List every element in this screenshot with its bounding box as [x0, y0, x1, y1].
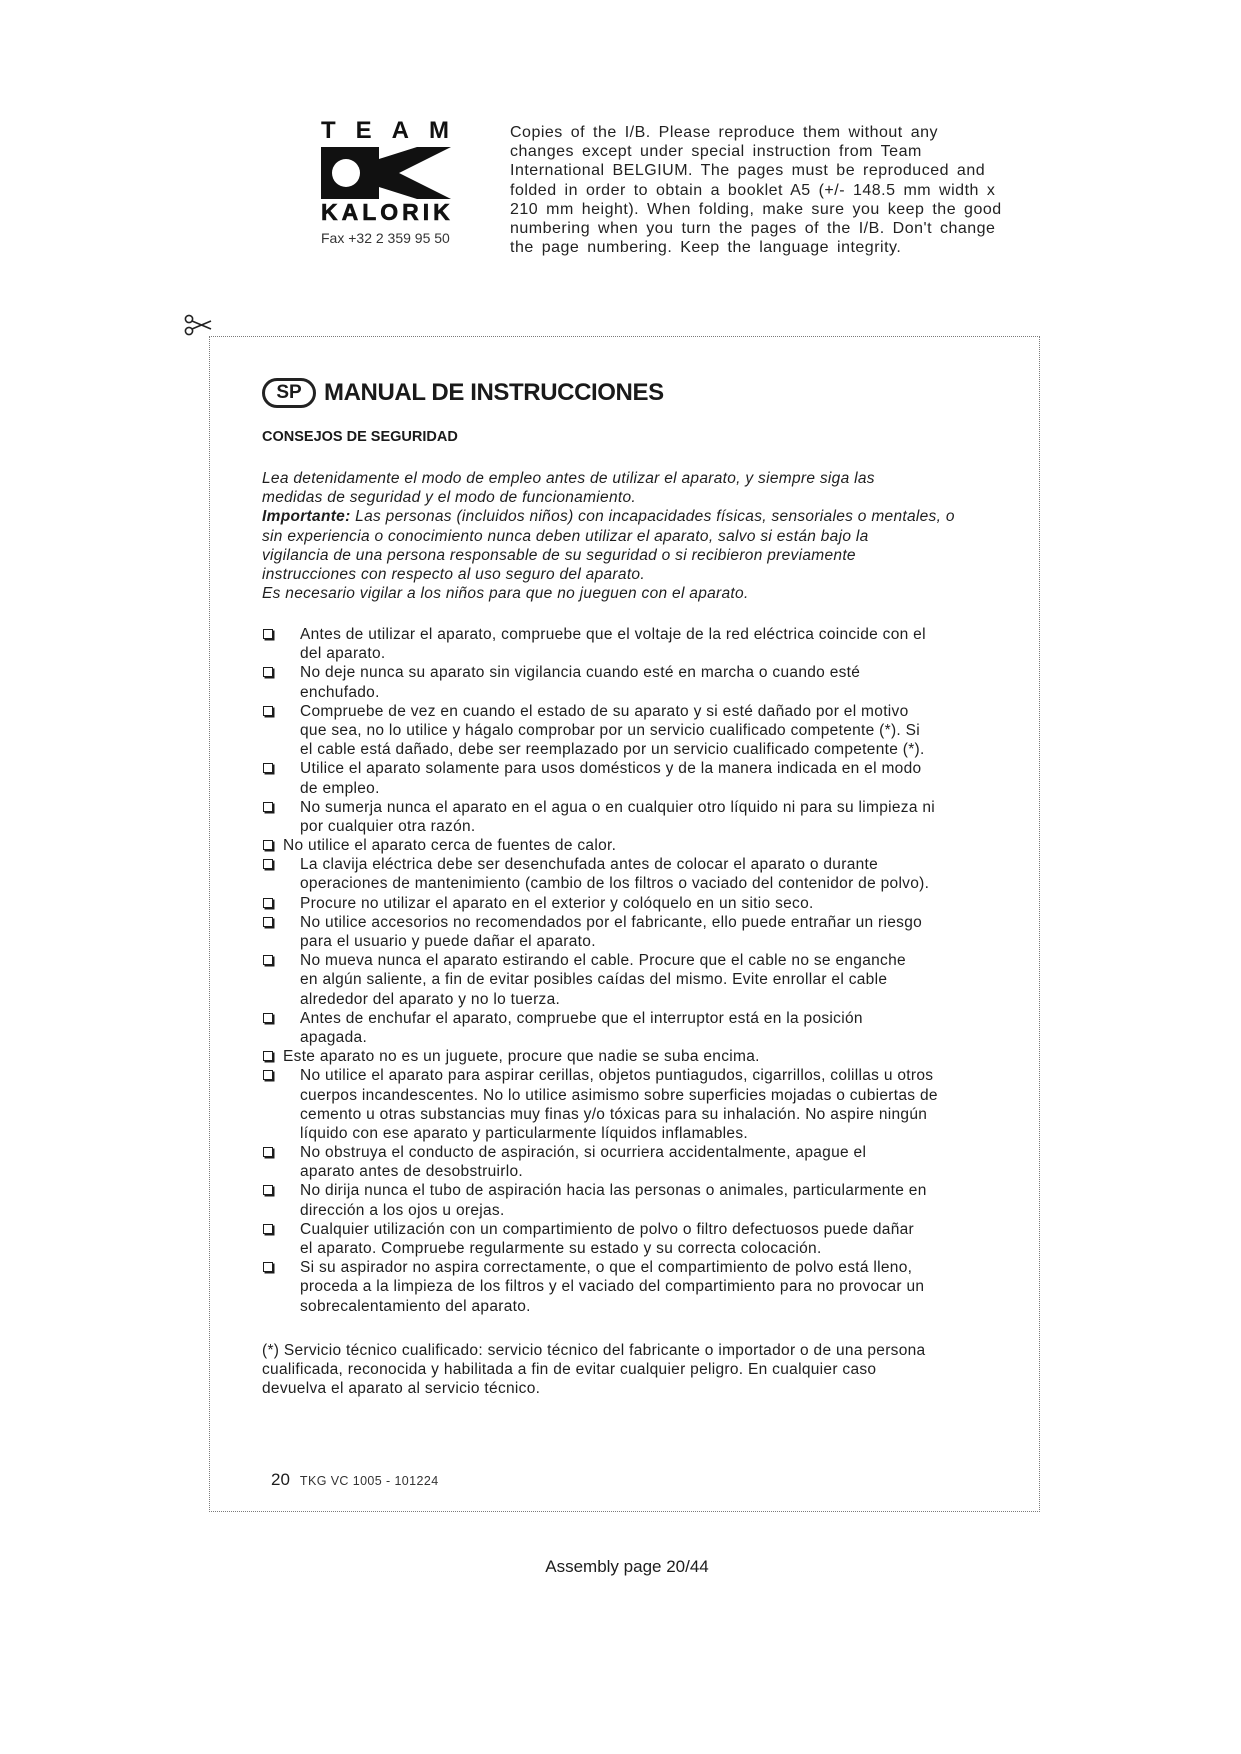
checkbox-bullet-icon [263, 898, 273, 908]
intro-line: medidas de seguridad y el modo de funcionamiento. [262, 489, 637, 507]
safety-item-line: La clavija eléctrica debe ser desenchufada antes de colocar el aparato o durante [300, 856, 879, 874]
safety-item-text [300, 951, 1022, 1009]
safety-item-line: operaciones de mantenimiento (cambio de los filtros o vaciado del contenidor de polvo). [300, 875, 930, 893]
logo-team-text: TEAM [321, 117, 469, 144]
page-footer [271, 1469, 439, 1491]
safety-item-line: alrededor del aparato y no lo tuerza. [300, 990, 561, 1008]
checkbox-bullet-icon [263, 629, 273, 639]
footnote-line: cualificada, reconocida y habilitada a fin de evitar cualquier peligro. En cualquier caso [262, 1361, 877, 1379]
safety-item-line: que sea, no lo utilice y hágalo comprobar por un servicio cualificado competente (*). Si [300, 721, 921, 739]
footnote-line: devuelva el aparato al servicio técnico. [262, 1380, 541, 1398]
safety-item-line: por cualquier otra razón. [300, 817, 476, 835]
important-label: Importante: [262, 508, 351, 526]
safety-item-line: líquido con ese aparato y particularmente líquidos inflamables. [300, 1124, 748, 1142]
safety-item-line: No utilice el aparato para aspirar cerillas, objetos puntiagudos, cigarrillos, colillas u otros [300, 1067, 934, 1085]
checkbox-bullet-icon [263, 802, 273, 812]
safety-item-line: enchufado. [300, 683, 380, 701]
intro-closing-line: Es necesario vigilar a los niños para que no jueguen con el aparato. [262, 585, 749, 603]
safety-item-line: proceda a la limpieza de los filtros y el vaciado del compartimiento para no provocar un [300, 1278, 925, 1296]
page-number: 20 [271, 1470, 290, 1489]
safety-item-line: el aparato. Compruebe regularmente su estado y su correcta colocación. [300, 1240, 822, 1257]
safety-item-line: No sumerja nunca el aparato en el agua o en cualquier otro líquido ni para su limpieza ni [300, 798, 936, 816]
safety-item-text [283, 836, 1022, 855]
safety-item-line: cuerpos incandescentes. No lo utilice asimismo sobre superficies mojadas o cubiertas de [300, 1086, 938, 1104]
safety-item-text [300, 759, 1022, 797]
safety-item-line: No utilice accesorios no recomendados por el fabricante, ello puede entrañar un riesgo [300, 913, 923, 931]
safety-item [262, 913, 1022, 951]
safety-item [262, 1047, 1022, 1066]
language-badge: SP [262, 378, 316, 408]
safety-item-line: No obstruya el conducto de aspiración, si ocurriera accidentalmente, apague el [300, 1144, 867, 1162]
safety-item-line: Utilice el aparato solamente para usos domésticos y de la manera indicada en el modo [300, 760, 922, 778]
safety-item-text [300, 1181, 1022, 1219]
section-title: CONSEJOS DE SEGURIDAD [262, 429, 458, 445]
safety-item [262, 1066, 1022, 1143]
checkbox-bullet-icon [263, 1224, 273, 1234]
checkbox-bullet-icon [263, 1185, 273, 1195]
checkbox-bullet-icon [263, 763, 273, 773]
note-line: numbering when you turn the pages of the I/B. Don't change [510, 219, 996, 237]
safety-item-line: Si su aspirador no aspira correctamente, o que el compartimiento de polvo está lleno, [300, 1259, 913, 1277]
safety-item-line: apagada. [300, 1028, 368, 1046]
safety-item-text [300, 1258, 1022, 1316]
safety-item-line: Este aparato no es un juguete, procure que nadie se suba encima. [283, 1048, 760, 1066]
logo-kalorik-text: KALORIK [321, 199, 454, 225]
scissors-icon [184, 314, 212, 336]
checkbox-bullet-icon [263, 1013, 273, 1023]
intro-line: sin experiencia o conocimiento nunca deben utilizar el aparato, salvo si están bajo la [262, 527, 869, 545]
safety-item-text [283, 1047, 1022, 1066]
safety-item [262, 836, 1022, 855]
note-line: International BELGIUM. The pages must be reproduced and [510, 162, 986, 180]
safety-item-text [300, 1066, 1022, 1143]
intro-line: instrucciones con respecto al uso seguro del aparato. [262, 565, 645, 583]
safety-item [262, 1143, 1022, 1181]
checkbox-bullet-icon [263, 667, 273, 677]
footnote-line: (*) Servicio técnico cualificado: servicio técnico del fabricante o importador o de una persona [262, 1342, 926, 1359]
safety-item-line: dirección a los ojos u orejas. [300, 1201, 505, 1219]
note-line: 210 mm height). When folding, make sure you keep the good [510, 200, 1002, 218]
safety-item-text [300, 1143, 1022, 1181]
model-code: TKG VC 1005 - 101224 [299, 1474, 439, 1488]
safety-item-text [300, 625, 1022, 663]
safety-item-line: del aparato. [300, 645, 386, 663]
fax-number: Fax +32 2 359 95 50 [321, 230, 450, 246]
safety-item [262, 1220, 1022, 1258]
safety-item-line: Antes de enchufar el aparato, compruebe que el interruptor está en la posición [300, 1009, 863, 1027]
kalorik-logo-icon [321, 147, 451, 199]
safety-item-line: Procure no utilizar el aparato en el exterior y colóquelo en un sitio seco. [300, 894, 814, 912]
intro-important-line [262, 507, 955, 526]
intro-paragraph [262, 469, 955, 603]
safety-item-line: Antes de utilizar el aparato, compruebe que el voltaje de la red eléctrica coincide con el [300, 626, 926, 643]
safety-item-line: de empleo. [300, 779, 380, 797]
safety-item [262, 663, 1022, 701]
note-line: Copies of the I/B. Please reproduce them without any [510, 124, 938, 141]
safety-item-line: sobrecalentamiento del aparato. [300, 1297, 531, 1315]
safety-list [262, 625, 1022, 1316]
safety-item-line: No dirija nunca el tubo de aspiración hacia las personas o animales, particularmente en [300, 1182, 927, 1200]
intro-line-text: Las personas (incluidos niños) con incapacidades físicas, sensoriales o mentales, o [355, 508, 955, 526]
checkbox-bullet-icon [263, 840, 273, 850]
safety-item [262, 855, 1022, 893]
safety-item-text [300, 702, 1022, 760]
assembly-page-label: Assembly page 20/44 [545, 1557, 709, 1576]
safety-item-line: aparato antes de desobstruirlo. [300, 1163, 523, 1181]
note-line: folded in order to obtain a booklet A5 (+/- 148.5 mm width x [510, 181, 996, 199]
footnote [262, 1341, 925, 1399]
safety-item-line: Compruebe de vez en cuando el estado de su aparato y si esté dañado por el motivo [300, 702, 909, 720]
safety-item-line: para el usuario y puede dañar el aparato. [300, 933, 596, 950]
safety-item-line: en algún saliente, a fin de evitar posibles caídas del mismo. Evite enrollar el cable [300, 971, 888, 989]
print-instructions-note [510, 123, 1010, 257]
safety-item-text [300, 663, 1022, 701]
checkbox-bullet-icon [263, 955, 273, 965]
safety-item [262, 894, 1022, 913]
manual-title: MANUAL DE INSTRUCCIONES [324, 379, 664, 406]
safety-item-line: el cable está dañado, debe ser reemplazado por un servicio cualificado competente (*). [300, 741, 925, 759]
safety-item [262, 951, 1022, 1009]
safety-item [262, 1258, 1022, 1316]
note-line: the page numbering. Keep the language integrity. [510, 239, 902, 257]
safety-item [262, 625, 1022, 663]
intro-line: vigilancia de una persona responsable de su seguridad o si recibieron previamente [262, 546, 856, 564]
safety-item-line: No utilice el aparato cerca de fuentes de calor. [283, 837, 617, 855]
safety-item-text [300, 855, 1022, 893]
note-line: changes except under special instruction from Team [510, 143, 922, 161]
safety-item-line: Cualquier utilización con un compartimiento de polvo o filtro defectuosos puede dañar [300, 1220, 914, 1238]
safety-item-text [300, 1220, 1022, 1258]
checkbox-bullet-icon [263, 859, 273, 869]
checkbox-bullet-icon [263, 1262, 273, 1272]
safety-item-text [300, 1009, 1022, 1047]
safety-item [262, 1009, 1022, 1047]
safety-item [262, 798, 1022, 836]
intro-line: Lea detenidamente el modo de empleo antes de utilizar el aparato, y siempre siga las [262, 470, 875, 487]
safety-item-line: No mueva nunca el aparato estirando el cable. Procure que el cable no se enganche [300, 952, 906, 970]
checkbox-bullet-icon [263, 706, 273, 716]
safety-item-line: No deje nunca su aparato sin vigilancia cuando esté en marcha o cuando esté [300, 664, 861, 682]
checkbox-bullet-icon [263, 917, 273, 927]
safety-item-line: cemento u otras substancias muy finas y/o tóxicas para su inhalación. No aspire ningún [300, 1105, 928, 1123]
checkbox-bullet-icon [263, 1051, 273, 1061]
safety-item-text [300, 913, 1022, 951]
checkbox-bullet-icon [263, 1070, 273, 1080]
safety-item-text [300, 798, 1022, 836]
safety-item [262, 759, 1022, 797]
safety-item-text [300, 894, 1022, 913]
safety-item [262, 702, 1022, 760]
safety-item [262, 1181, 1022, 1219]
checkbox-bullet-icon [263, 1147, 273, 1157]
